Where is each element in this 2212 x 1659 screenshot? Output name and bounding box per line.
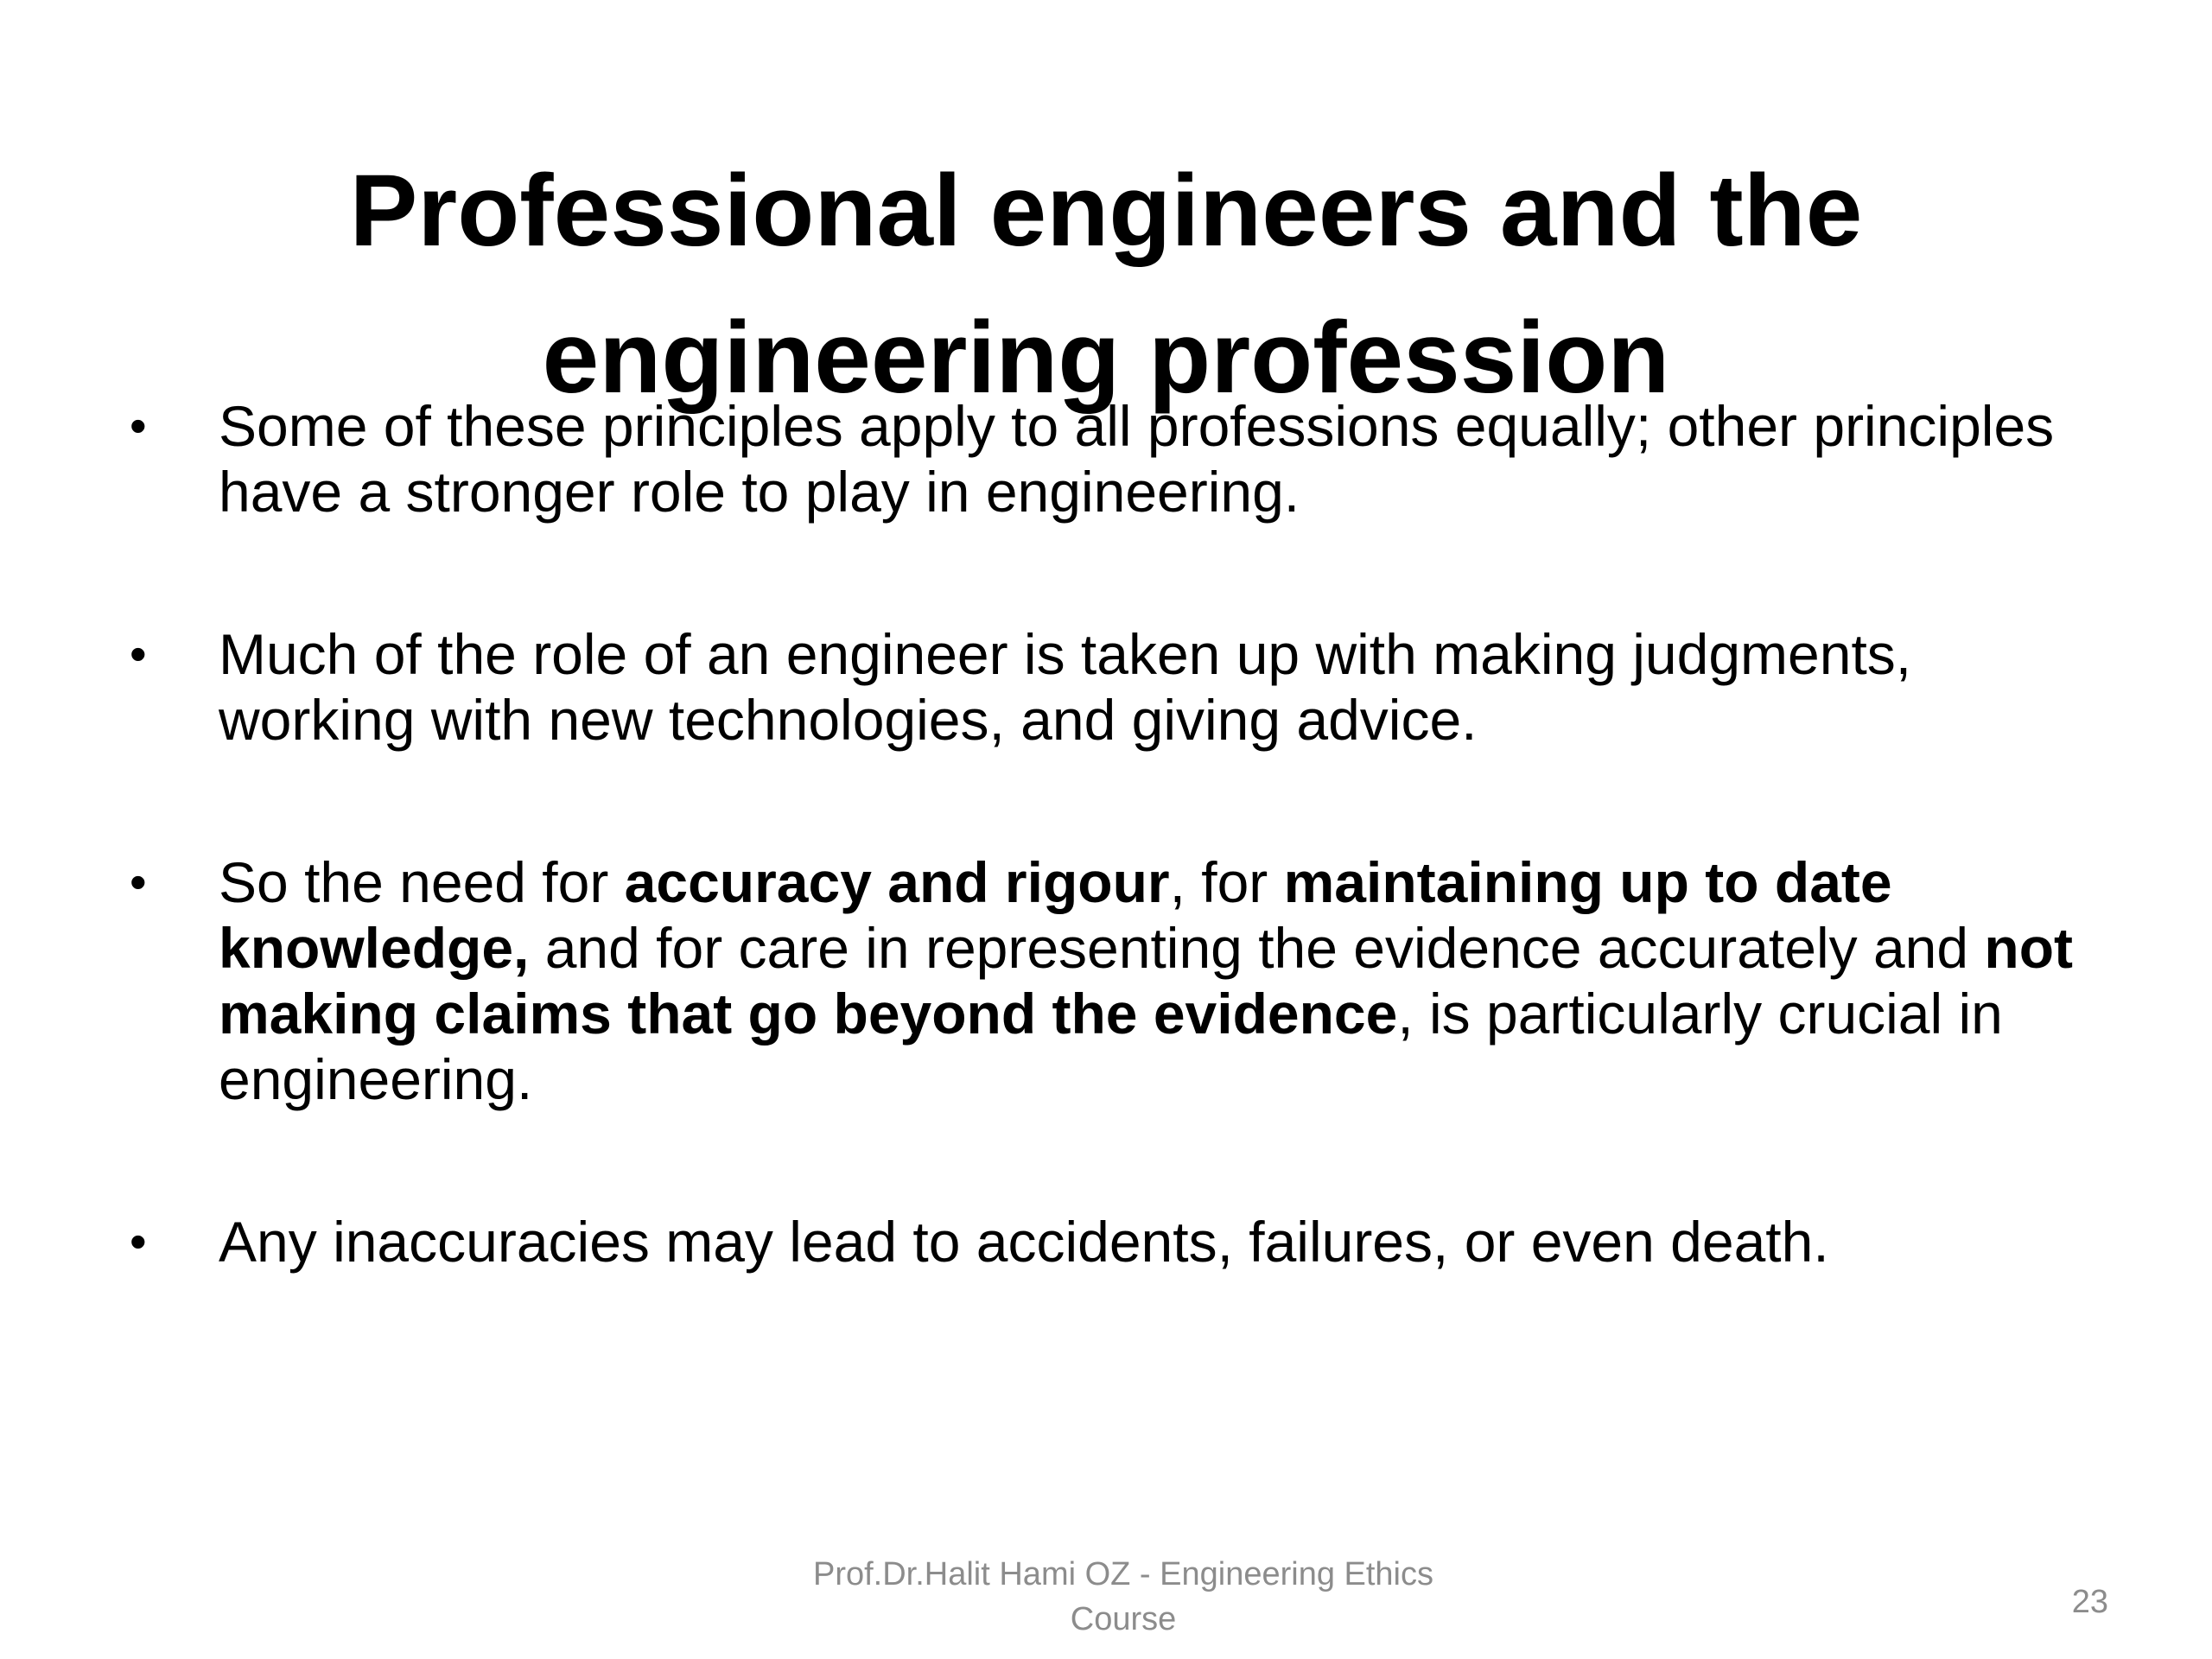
bullet-item-2 [130, 621, 2117, 753]
bullet-bold-phrase: not making claims that go beyond the evidence [219, 916, 2074, 1046]
bullet-item-3 [130, 849, 2117, 1112]
bullet-marker: • [130, 855, 147, 909]
bullet-text-segment: , is particularly crucial in engineering. [219, 982, 2003, 1111]
slide-page-number: 23 [2071, 1584, 2108, 1620]
slide-title-line-2: engineering profession [542, 301, 1670, 416]
bullet-bold-phrase: accuracy and rigour [624, 850, 1170, 914]
bullet-item-4 [130, 1209, 2117, 1274]
bullet-text: Much of the role of an engineer is taken up with making judgments, working with new technologies, and giving advice. [219, 622, 1912, 752]
bullet-marker: • [130, 626, 147, 681]
footer-line-2: Course [1070, 1601, 1177, 1637]
bullet-bold-phrase: maintaining up to date knowledge, [219, 850, 1892, 980]
bullet-text-segment: , for [1169, 850, 1284, 914]
slide-footer [743, 1552, 1503, 1642]
footer-line-1: Prof.Dr.Halit Hami OZ - Engineering Ethics [812, 1556, 1433, 1592]
bullet-text-segment: and for care in representing the evidence accurately and [529, 916, 1985, 980]
slide-title [173, 137, 2039, 431]
bullet-text-segment: So the need for [219, 850, 625, 914]
bullet-marker: • [130, 1214, 147, 1268]
bullet-text: Some of these principles apply to all professions equally; other principles have a stronger role to play in engineering. [219, 394, 2055, 524]
bullet-marker: • [130, 398, 147, 453]
bullet-list [130, 393, 2117, 1371]
bullet-item-1 [130, 393, 2117, 524]
bullet-text: Any inaccuracies may lead to accidents, failures, or even death. [219, 1210, 1829, 1274]
slide-title-line-1: Professional engineers and the [349, 154, 1863, 269]
